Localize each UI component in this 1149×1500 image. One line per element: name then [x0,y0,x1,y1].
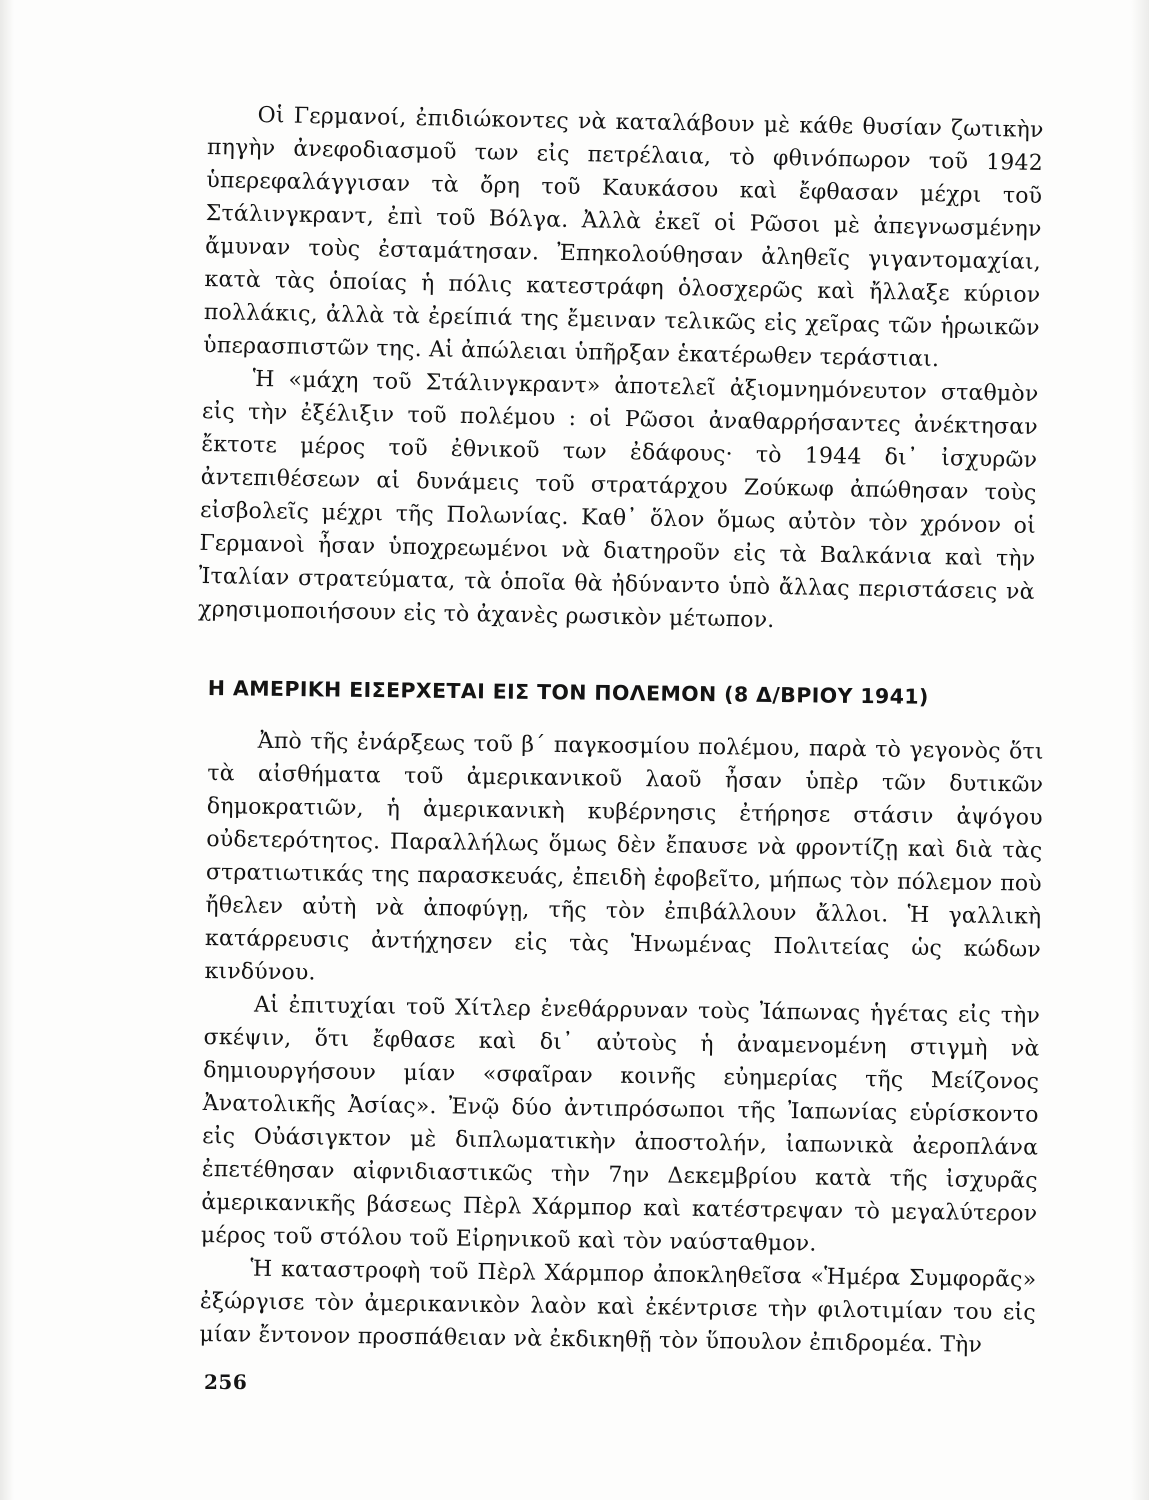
page-number: 256 [204,1370,248,1394]
paragraph-day-of-infamy: Ἡ καταστροφὴ τοῦ Πὲρλ Χάρμπορ ἀποκληθεῖσα «Ἡμέρα Συμφορᾶς» ἐξώργισε τὸν ἀμερικανικὸν λαὸν καὶ ἐκέντρισε τὴν φιλοτιμίαν του εἰς μίαν ἔντονον προσπάθειαν νὰ ἐκδικηθῇ τὸν ὕπουλον ἐπιδρομέα. Τὴν [199,1256,1037,1358]
section-heading: Η ΑΜΕΡΙΚΗ ΕΙΣΕΡΧΕΤΑΙ ΕΙΣ ΤΟΝ ΠΟΛΕΜΟΝ (8 Δ/ΒΡΙΟΥ 1941) [207,676,929,709]
paragraph-american-neutrality: Ἀπὸ τῆς ἐνάρξεως τοῦ β΄ παγκοσμίου πολέμου, παρὰ τὸ γεγονὸς ὅτι τὰ αἰσθήματα τοῦ ἀμερικανικοῦ λαοῦ ἦσαν ὑπὲρ τῶν δυτικῶν δημοκρατιῶν, ἡ ἀμερικανικὴ κυβέρνησις ἐτήρησε στάσιν ἀψόγου οὐδετερότητος. Παραλλήλως ὅμως δὲν ἔπαυσε νὰ φροντίζῃ καὶ διὰ τὰς στρατιωτικάς της παρασκευάς, ἐπειδὴ ἐφοβεῖτο, μήπως τὸν πόλεμον ποὺ ἤθελεν αὐτὴ νὰ ἀποφύγῃ, τῆς τὸν ἐπιβάλλουν ἄλλοι. Ἡ γαλλικὴ κατάρρευσις ἀντήχησεν εἰς τὰς Ἡνωμένας Πολιτείας ὡς κώδων κινδύνου. [204,728,1044,986]
page-edge-shadow-left [0,0,14,1500]
paragraph-german-advance: Οἱ Γερμανοί, ἐπιδιώκοντες νὰ καταλάβουν μὲ κάθε θυσίαν ζωτικὴν πηγὴν ἀνεφοδιασμοῦ των εἰς πετρέλαια, τὸ φθινόπωρον τοῦ 1942 ὑπερεφαλάγγισαν τὰ ὄρη τοῦ Καυκάσου καὶ ἔφθασαν μέχρι τοῦ Στάλινγκραντ, ἐπὶ τοῦ Βόλγα. Ἀλλὰ ἐκεῖ οἱ Ρῶσοι μὲ ἀπεγνωσμένην ἄμυναν τοὺς ἐσταμάτησαν. Ἐπηκολούθησαν ἀληθεῖς γιγαντομαχίαι, κατὰ τὰς ὁποίας ἡ πόλις κατεστράφη ὁλοσχερῶς καὶ ἤλλαξε κύριον πολλάκις, ἀλλὰ τὰ ἐρείπιά της ἔμειναν τελικῶς εἰς χεῖρας τῶν ἡρωικῶν ὑπερασπιστῶν της. Αἱ ἀπώλειαι ὑπῆρξαν ἑκατέρωθεν τεράστιαι. [203,102,1044,373]
page-edge-shadow-right [1131,0,1149,1500]
paragraph-pearl-harbor-attack: Αἱ ἐπιτυχίαι τοῦ Χίτλερ ἐνεθάρρυναν τοὺς Ἰάπωνας ἡγέτας εἰς τὴν σκέψιν, ὅτι ἔφθασε καὶ δι᾿ αὐτοὺς ἡ ἀναμενομένη στιγμὴ νὰ δημιουργήσουν μίαν «σφαῖραν κοινῆς εὐημερίας τῆς Μείζονος Ἀνατολικῆς Ἀσίας». Ἐνῷ δύο ἀντιπρόσωποι τῆς Ἰαπωνίας εὑρίσκοντο εἰς Οὐάσιγκτον μὲ διπλωματικὴν ἀποστολήν, ἰαπωνικὰ ἀεροπλάνα ἐπετέθησαν αἰφνιδιαστικῶς τὴν 7ην Δεκεμβρίου κατὰ τῆς ἰσχυρᾶς ἀμερικανικῆς βάσεως Πὲρλ Χάρμπορ καὶ κατέστρεψαν τὸ μεγαλύτερον μέρος τοῦ στόλου τοῦ Εἰρηνικοῦ καὶ τὸν ναύσταθμον. [200,992,1041,1257]
text-block-stalingrad [198,98,1044,642]
paragraph-battle-of-stalingrad: Ἡ «μάχη τοῦ Στάλινγκραντ» ἀποτελεῖ ἀξιομνημόνευτον σταθμὸν εἰς τὴν ἐξέλιξιν τοῦ πολέμου : οἱ Ρῶσοι ἀναθαρρήσαντες ἀνέκτησαν ἔκτοτε μέρος τοῦ ἐθνικοῦ των ἐδάφους· τὸ 1944 δι᾿ ἰσχυρῶν ἀντεπιθέσεων αἱ δυνάμεις τοῦ στρατάρχου Ζούκωφ ἀπώθησαν τοὺς εἰσβολεῖς μέχρι τῆς Πολωνίας. Καθ᾿ ὅλον ὅμως αὐτὸν τὸν χρόνον οἱ Γερμανοὶ ἦσαν ὑποχρεωμένοι νὰ διατηροῦν εἰς τὰ Βαλκάνια καὶ τὴν Ἰταλίαν στρατεύματα, τὰ ὁποῖα θὰ ἠδύναντο ὑπὸ ἄλλας περιστάσεις νὰ χρησιμοποιήσουν εἰς τὸ ἀχανὲς ρωσικὸν μέτωπον. [197,366,1039,633]
text-block-america [199,724,1044,1363]
